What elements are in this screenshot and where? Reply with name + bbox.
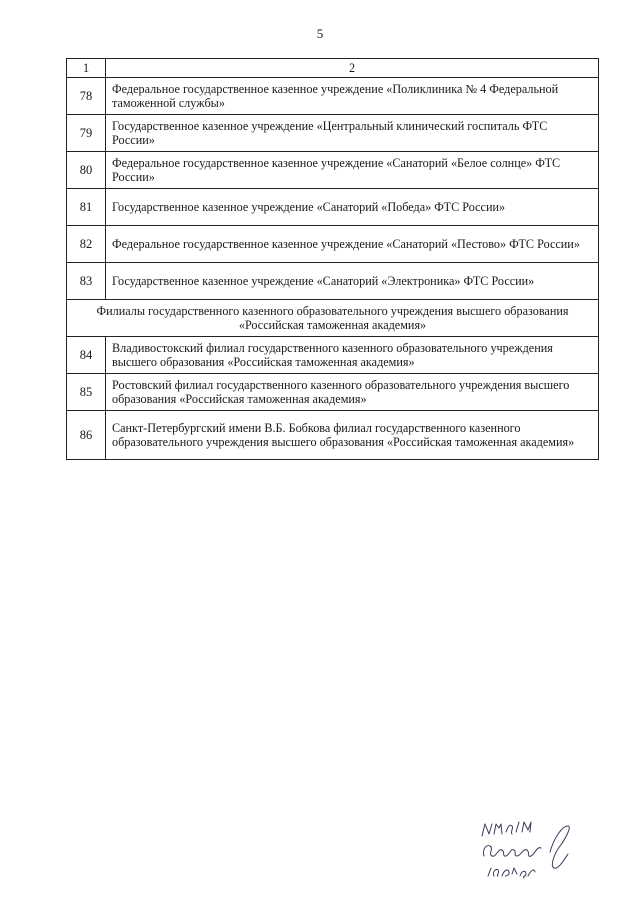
- table-row: [67, 263, 599, 300]
- institution-name: Государственное казенное учреждение «Санаторий «Победа» ФТС России»: [106, 189, 599, 226]
- row-number: 86: [67, 411, 106, 460]
- institution-name: Ростовский филиал государственного казенного образовательного учреждения высшего образования «Российская таможенная академия»: [106, 374, 599, 411]
- institution-name: Федеральное государственное казенное учреждение «Поликлиника № 4 Федеральной таможенной службы»: [106, 78, 599, 115]
- table-row: [67, 152, 599, 189]
- institution-name: Государственное казенное учреждение «Санаторий «Электроника» ФТС России»: [106, 263, 599, 300]
- section-heading: Филиалы государственного казенного образовательного учреждения высшего образования «Российская таможенная академия»: [67, 300, 599, 337]
- row-number: 84: [67, 337, 106, 374]
- institution-name: Государственное казенное учреждение «Центральный клинический госпиталь ФТС России»: [106, 115, 599, 152]
- row-number: 79: [67, 115, 106, 152]
- handwritten-signature: [478, 818, 608, 888]
- column-header-number: 1: [67, 59, 106, 78]
- institutions-table: [66, 58, 599, 460]
- table-row: [67, 78, 599, 115]
- row-number: 80: [67, 152, 106, 189]
- table-row: [67, 226, 599, 263]
- page-number: 5: [316, 26, 324, 41]
- institution-name: Федеральное государственное казенное учреждение «Санаторий «Белое солнце» ФТС России»: [106, 152, 599, 189]
- table-row: [67, 374, 599, 411]
- table-row: [67, 337, 599, 374]
- row-number: 81: [67, 189, 106, 226]
- table-header-row: [67, 59, 599, 78]
- institution-name: Владивостокский филиал государственного казенного образовательного учреждения высшего образования «Российская таможенная академия»: [106, 337, 599, 374]
- column-header-name: 2: [106, 59, 599, 78]
- table-row: [67, 115, 599, 152]
- section-heading-row: [67, 300, 599, 337]
- row-number: 85: [67, 374, 106, 411]
- row-number: 82: [67, 226, 106, 263]
- row-number: 83: [67, 263, 106, 300]
- institution-name: Санкт-Петербургский имени В.Б. Бобкова филиал государственного казенного образовательного учреждения высшего образования «Российская таможенная академия»: [106, 411, 599, 460]
- institution-name: Федеральное государственное казенное учреждение «Санаторий «Пестово» ФТС России»: [106, 226, 599, 263]
- table-row: [67, 189, 599, 226]
- table-row: [67, 411, 599, 460]
- row-number: 78: [67, 78, 106, 115]
